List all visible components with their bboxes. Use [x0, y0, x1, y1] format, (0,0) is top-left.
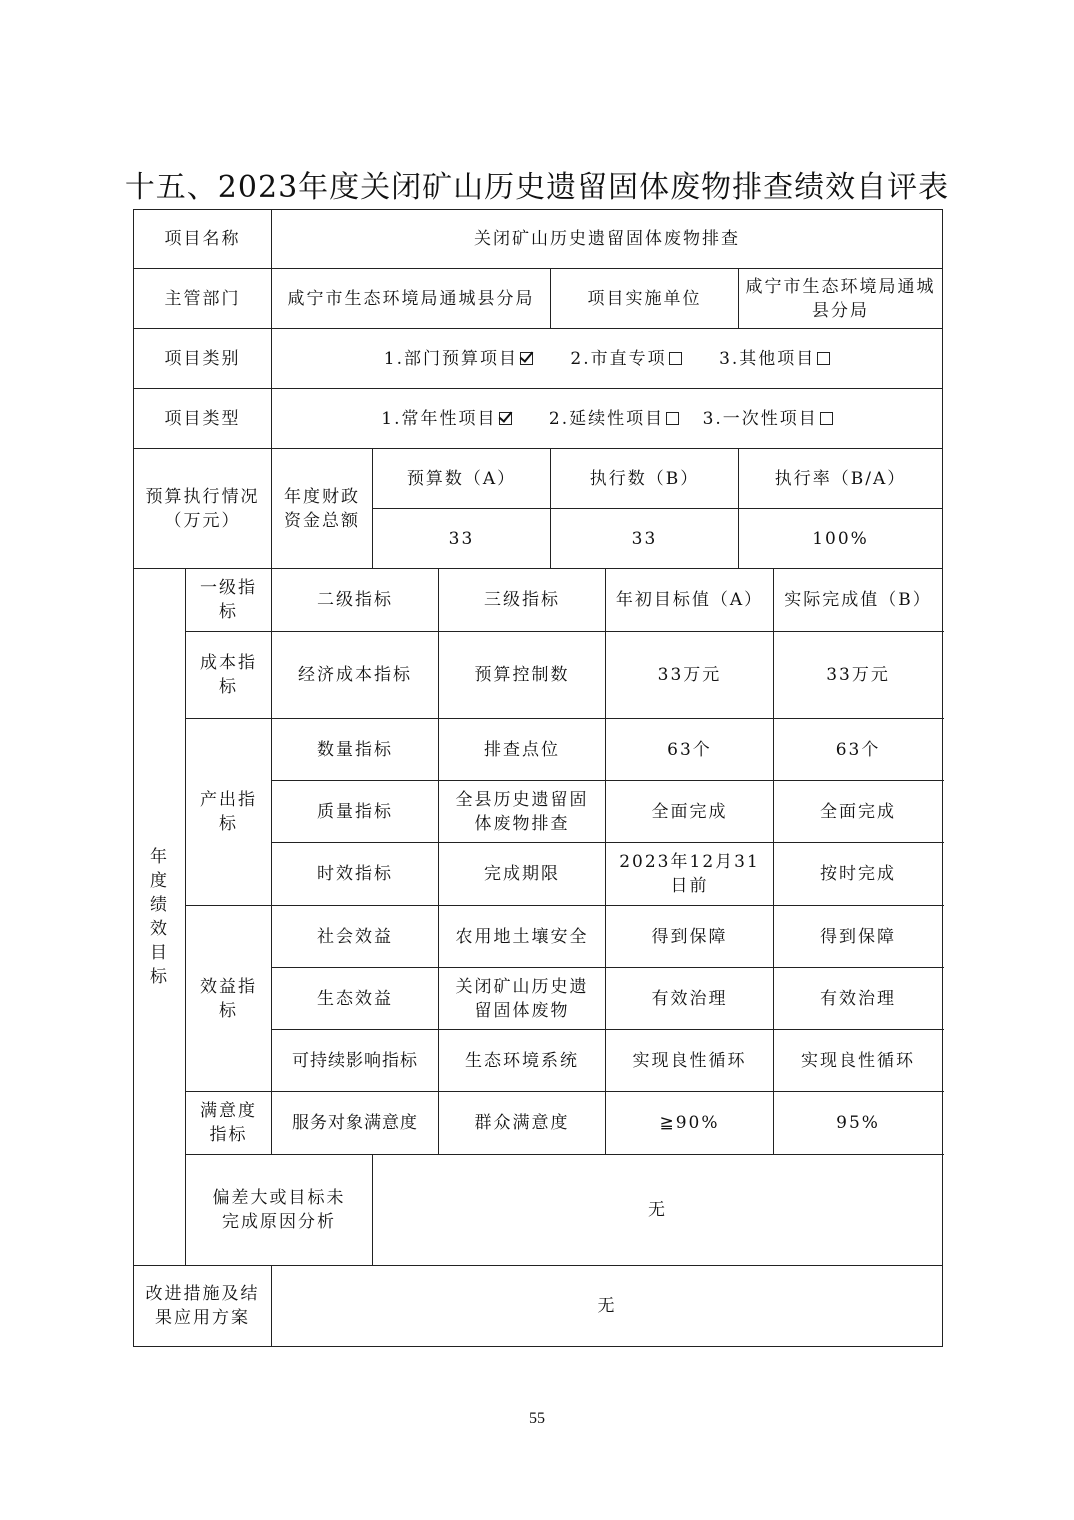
type-option-1: 1.常年性项目 [381, 407, 511, 431]
output-actual: 全面完成 [774, 781, 943, 843]
checkbox-icon [669, 352, 682, 365]
output-level3: 完成期限 [439, 843, 606, 906]
header-actual: 实际完成值（B） [774, 569, 943, 632]
page-title: 十五、2023年度关闭矿山历史遗留固体废物排查绩效自评表 [124, 170, 950, 205]
benefit-level3: 生态环境系统 [439, 1030, 606, 1092]
benefit-level1: 效益指标 [186, 906, 272, 1092]
page-number: 55 [529, 1410, 545, 1427]
category-label: 项目类别 [134, 329, 272, 389]
benefit-level2: 可持续影响指标 [272, 1030, 439, 1092]
checkbox-icon [820, 412, 833, 425]
impl-value: 咸宁市生态环境局通城县分局 [739, 269, 943, 329]
checked-box-icon [520, 352, 533, 365]
improvement-label: 改进措施及结果应用方案 [134, 1266, 272, 1347]
header-level1: 一级指标 [186, 569, 272, 632]
deviation-label: 偏差大或目标未完成原因分析 [186, 1155, 373, 1266]
budget-val-rate: 100% [739, 509, 943, 569]
table-row [134, 719, 943, 781]
category-options [272, 329, 943, 389]
benefit-level3: 农用地土壤安全 [439, 906, 606, 968]
performance-evaluation-table [133, 209, 943, 1347]
table-row [134, 389, 943, 449]
satisfaction-target: ≧90% [606, 1092, 774, 1155]
benefit-target: 实现良性循环 [606, 1030, 774, 1092]
budget-val-a: 33 [373, 509, 551, 569]
category-option-3: 3.其他项目 [719, 347, 830, 371]
output-target: 全面完成 [606, 781, 774, 843]
benefit-actual: 有效治理 [774, 968, 943, 1030]
checkbox-icon [817, 352, 830, 365]
table-row [134, 269, 943, 329]
checkbox-icon [666, 412, 679, 425]
dept-label: 主管部门 [134, 269, 272, 329]
benefit-actual: 得到保障 [774, 906, 943, 968]
output-level2: 数量指标 [272, 719, 439, 781]
type-option-3: 3.一次性项目 [703, 407, 833, 431]
project-name-label: 项目名称 [134, 210, 272, 269]
output-actual: 按时完成 [774, 843, 943, 906]
table-row [134, 1266, 943, 1347]
category-option-1: 1.部门预算项目 [384, 347, 533, 371]
cost-level3: 预算控制数 [439, 632, 606, 719]
table-row [134, 1155, 943, 1266]
table-row [134, 329, 943, 389]
output-level2: 时效指标 [272, 843, 439, 906]
budget-label: 预算执行情况（万元） [134, 449, 272, 569]
type-option-2: 2.延续性项目 [549, 407, 679, 431]
table-row [134, 906, 943, 968]
header-level3: 三级指标 [439, 569, 606, 632]
benefit-actual: 实现良性循环 [774, 1030, 943, 1092]
impl-label: 项目实施单位 [551, 269, 739, 329]
deviation-value: 无 [373, 1155, 943, 1266]
benefit-target: 有效治理 [606, 968, 774, 1030]
table-row [134, 210, 943, 269]
checked-box-icon [499, 412, 512, 425]
cost-actual: 33万元 [774, 632, 943, 719]
output-target: 2023年12月31日前 [606, 843, 774, 906]
dept-value: 咸宁市生态环境局通城县分局 [272, 269, 551, 329]
benefit-target: 得到保障 [606, 906, 774, 968]
satisfaction-level3: 群众满意度 [439, 1092, 606, 1155]
improvement-value: 无 [272, 1266, 943, 1347]
benefit-level3: 关闭矿山历史遗留固体废物 [439, 968, 606, 1030]
satisfaction-actual: 95% [774, 1092, 943, 1155]
table-row [134, 1092, 943, 1155]
type-options [272, 389, 943, 449]
budget-col-rate: 执行率（B/A） [739, 449, 943, 509]
table-row [134, 449, 943, 509]
type-label: 项目类型 [134, 389, 272, 449]
header-target: 年初目标值（A） [606, 569, 774, 632]
output-level3: 全县历史遗留固体废物排查 [439, 781, 606, 843]
table-row [134, 569, 943, 632]
cost-target: 33万元 [606, 632, 774, 719]
budget-col-a: 预算数（A） [373, 449, 551, 509]
output-level1: 产出指标 [186, 719, 272, 906]
category-option-2: 2.市直专项 [570, 347, 681, 371]
output-level2: 质量指标 [272, 781, 439, 843]
benefit-level2: 社会效益 [272, 906, 439, 968]
satisfaction-level1: 满意度指标 [186, 1092, 272, 1155]
output-level3: 排查点位 [439, 719, 606, 781]
budget-col-b: 执行数（B） [551, 449, 739, 509]
cost-level1: 成本指标 [186, 632, 272, 719]
budget-sub-label: 年度财政资金总额 [272, 449, 373, 569]
budget-val-b: 33 [551, 509, 739, 569]
table-row [134, 632, 943, 719]
benefit-level2: 生态效益 [272, 968, 439, 1030]
satisfaction-level2: 服务对象满意度 [272, 1092, 439, 1155]
output-target: 63个 [606, 719, 774, 781]
project-name-value: 关闭矿山历史遗留固体废物排查 [272, 210, 943, 269]
output-actual: 63个 [774, 719, 943, 781]
performance-label: 年度绩效目标 [134, 569, 186, 1266]
header-level2: 二级指标 [272, 569, 439, 632]
cost-level2: 经济成本指标 [272, 632, 439, 719]
